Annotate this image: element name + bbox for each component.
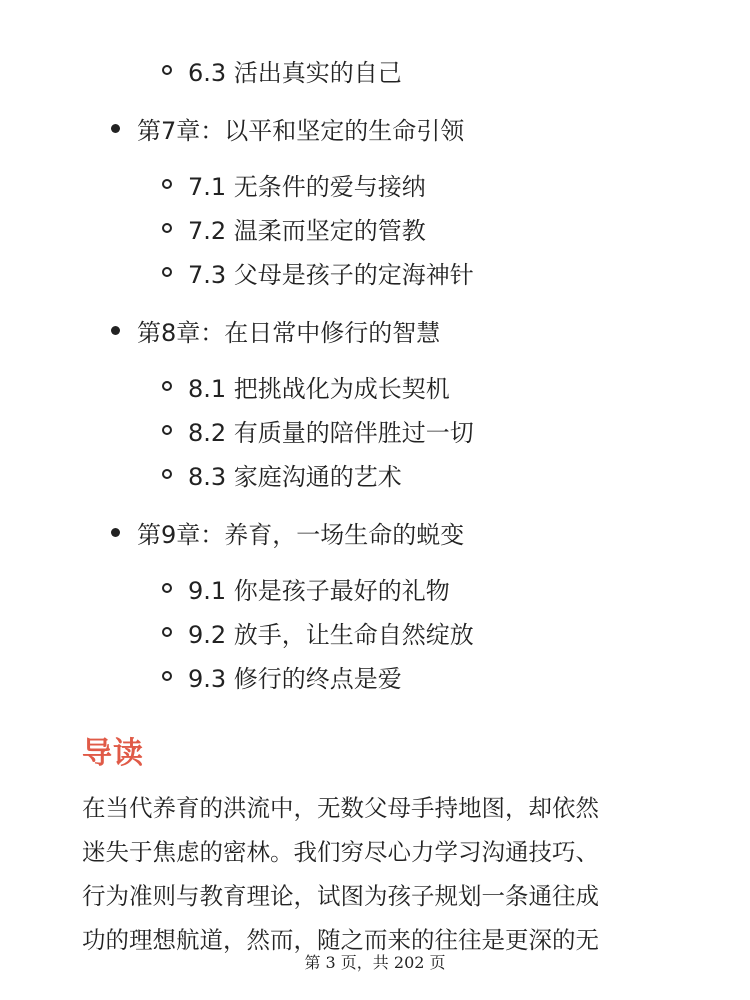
hollow-bullet-icon [162, 583, 172, 593]
toc-chapter-label: 第9章：养育，一场生命的蜕变 [137, 520, 465, 549]
toc-item-label: 8.3 家庭沟通的艺术 [188, 462, 402, 491]
hollow-bullet-icon [162, 179, 172, 189]
toc-item-7-1[interactable] [162, 164, 426, 204]
hollow-bullet-icon [162, 223, 172, 233]
section-heading: 导读 [82, 736, 144, 771]
toc-item-label: 8.1 把挑战化为成长契机 [188, 374, 450, 403]
toc-chapter-7[interactable] [111, 108, 464, 148]
toc-chapter-8[interactable] [111, 310, 440, 350]
toc-item-9-2[interactable] [162, 612, 474, 652]
toc-chapter-label: 第7章：以平和坚定的生命引领 [137, 116, 465, 145]
toc-item-8-3[interactable] [162, 454, 402, 494]
toc-item-9-3[interactable] [162, 656, 402, 696]
toc-item-label: 7.3 父母是孩子的定海神针 [188, 260, 474, 289]
paragraph-line: 功的理想航道，然而，随之而来的往往是更深的无 [82, 926, 599, 954]
intro-paragraph [82, 786, 672, 962]
hollow-bullet-icon [162, 469, 172, 479]
filled-bullet-icon [111, 124, 120, 133]
toc-item-label: 8.2 有质量的陪伴胜过一切 [188, 418, 474, 447]
toc-item-8-1[interactable] [162, 366, 450, 406]
toc-item-label: 9.3 修行的终点是爱 [188, 664, 402, 693]
toc-item-6-3[interactable] [162, 50, 402, 90]
toc-chapter-9[interactable] [111, 512, 464, 552]
toc-item-label: 9.2 放手，让生命自然绽放 [188, 620, 474, 649]
hollow-bullet-icon [162, 65, 172, 75]
paragraph-line: 在当代养育的洪流中，无数父母手持地图，却依然 [82, 794, 599, 822]
toc-item-label: 7.2 温柔而坚定的管教 [188, 216, 426, 245]
toc-chapter-label: 第8章：在日常中修行的智慧 [137, 318, 441, 347]
toc-item-8-2[interactable] [162, 410, 474, 450]
hollow-bullet-icon [162, 671, 172, 681]
paragraph-line: 迷失于焦虑的密林。我们穷尽心力学习沟通技巧、 [82, 838, 599, 866]
toc-item-9-1[interactable] [162, 568, 450, 608]
filled-bullet-icon [111, 326, 120, 335]
toc-item-label: 7.1 无条件的爱与接纳 [188, 172, 426, 201]
hollow-bullet-icon [162, 267, 172, 277]
filled-bullet-icon [111, 528, 120, 537]
paragraph-line: 行为准则与教育理论，试图为孩子规划一条通往成 [82, 882, 599, 910]
toc-item-label: 6.3 活出真实的自己 [188, 58, 402, 87]
toc-item-7-2[interactable] [162, 208, 426, 248]
hollow-bullet-icon [162, 425, 172, 435]
page-footer: 第 3 页，共 202 页 [304, 953, 446, 972]
toc-item-label: 9.1 你是孩子最好的礼物 [188, 576, 450, 605]
hollow-bullet-icon [162, 381, 172, 391]
toc-item-7-3[interactable] [162, 252, 474, 292]
hollow-bullet-icon [162, 627, 172, 637]
